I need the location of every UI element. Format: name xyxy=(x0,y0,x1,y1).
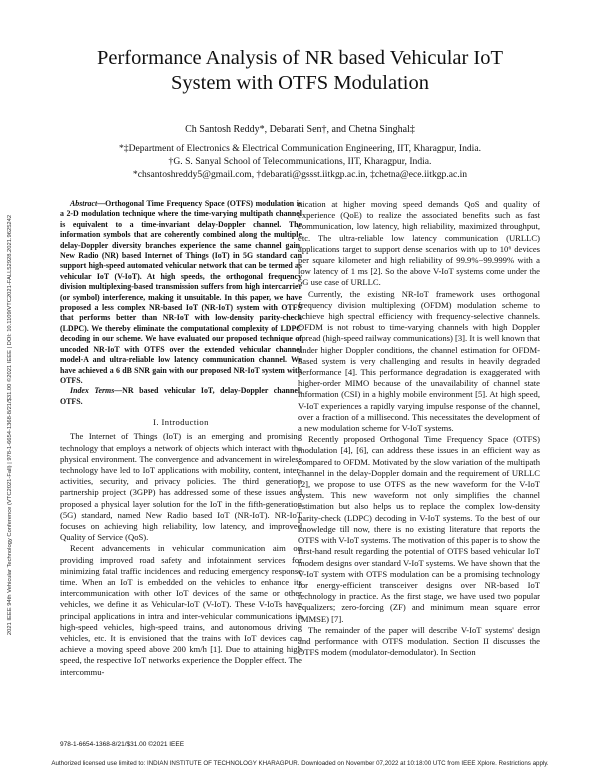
affiliation-2: †G. S. Sanyal School of Telecommunications, IIT, Kharagpur, India. xyxy=(168,156,432,167)
intro-paragraph-3: nication at higher moving speed demands QoS and quality of experience (QoE) to realize the associated benefits such as fast communication, low latency, high reliability, maximized throughput, etc. The ultra-reliable low latency communication (URLLC) applications target to support dense scenarios with up to 10⁶ devices per square kilometer and high reliability of 99.9%−99.999% with a low latency of 1 ms [2]. So the above V-IoT systems come under the 5G use case of URLLC. xyxy=(298,199,540,288)
abstract xyxy=(60,199,302,386)
footer-isbn: 978-1-6654-1368-8/21/$31.00 ©2021 IEEE xyxy=(60,741,185,748)
left-column xyxy=(60,199,302,678)
section-heading-introduction: I. Introduction xyxy=(153,417,209,428)
author-list: Ch Santosh Reddy*, Debarati Sen†, and Chetna Singhal‡ xyxy=(185,124,415,135)
side-doi-text: 2021 IEEE 94th Vehicular Technology Conference (VTC2021-Fall) | 978-1-6654-1368-8/21/$31.00 ©2021 IEEE | DOI: 10.1109/VTC2021-FALL52928.2021.9625242 xyxy=(7,214,13,636)
abstract-label: Abstract xyxy=(70,199,98,208)
side-doi-strip xyxy=(3,210,17,640)
title-line-2: System with OTFS Modulation xyxy=(171,72,429,94)
intro-paragraph-4: Currently, the existing NR-IoT framework uses orthogonal frequency division multiplexing (OFDM) modulation scheme to achieve high spectral efficiency with frequency-selective channels. OFDM is not robust to time-varying channels with high Doppler spread (high-speed railway communications) [3]. It is well known that under higher Doppler conditions, the channel estimation for OFDM-based system is very challenging and results in heavily degraded performance [4]. This performance degradation is exaggerated with higher-order MIMO because of the unavailability of channel state information (CSI) in a highly mobile environment [5]. At high speed, V-IoT experiences a rapidly varying impulse response of the channel, over a fraction of a millisecond. This necessitates the development of a new modulation scheme for V-IoT systems. xyxy=(298,288,540,434)
paper-title xyxy=(40,46,560,96)
index-terms-text: —NR based vehicular IoT, delay-Doppler channel, OTFS. xyxy=(60,386,303,406)
affiliation-1: *‡Department of Electronics & Electrical Communication Engineering, IIT, Kharagpur, India. xyxy=(118,143,481,154)
abstract-text: —Orthogonal Time Frequency Space (OTFS) modulation is a 2-D modulation technique where the time-varying multipath channel is equivalent to a time-invariant delay-Doppler channel. The information symbols that are coherently combined along the multiple delay-Doppler diversity branches experience the same channel gain. New Radio (NR) based Internet of Things (IoT) in 5G standard can support high-speed automated vehicular network that can be termed as vehicular IoT (V-IoT). At high speeds, the orthogonal frequency division multiplexing-based transmission suffers from high intercarrier (or symbol) interference, making it unsuitable. In this paper, we have proposed a less complex NR-based IoT (NR-IoT) system with OTFS that performs better than NR-IoT with low-density parity-check (LDPC). We thereby eliminate the computational complexity of LDPC decoding in our scheme. We have evaluated our proposed technique of uncoded NR-IoT with OTFS over the extended vehicular channel model-A and ultra-reliable low latency communication channel. We have achieved a 6 dB SNR gain with our proposed NR-IoT system with OTFS. xyxy=(60,199,302,385)
intro-paragraph-1: The Internet of Things (IoT) is an emerging and promising technology that employs a network of objects which interact with the physical environment. The convergence and advancement in wireless technology have led to IoT applications with mobility, content, inter-activities, security, and privacy policies. The third generation partnership project (3GPP) has addressed some of these issues and proposed a physical layer solution for the IoT in the fifth-generation (5G) standard, named New Radio based IoT (NR-IoT). NR-IoT focuses on achieving high reliability, low latency, and improved Quality of Service (QoS). xyxy=(60,431,302,543)
affiliation-emails: *chsantoshreddy5@gmail.com, †debarati@gssst.iitkgp.ac.in, ‡chetna@ece.iitkgp.ac.in xyxy=(132,169,468,180)
intro-paragraph-5: Recently proposed Orthogonal Time Frequency Space (OTFS) modulation [4], [6], can address these issues in an efficient way as compared to OFDM. Motivated by the slow variation of the multipath channel in the delay-Doppler domain and the requirement of URLLC [2], we propose to use OTFS as the new waveform for the V-IoT system. This new waveform not only simplifies the channel estimation but also helps us to replace the complex low-density parity-check (LDPC) decoding in V-IoT systems. To the best of our knowledge till now, there is no existing literature that reports the OTFS with V-IoT systems. The motivation of this paper is to show the first-hand result regarding the potential of OTFS based vehicular IoT modem designs over standard V-IoT systems. We have shown that the V-IoT system with OTFS modulation can be a promising technology for energy-efficient transceiver designs over NR-based IoT technology in practice. As the first stage, we have used two popular equalizers; zero-forcing (ZF) and minimum mean square error (MMSE) [7]. xyxy=(298,434,540,624)
index-terms-label: Index Terms xyxy=(70,386,115,396)
index-terms xyxy=(60,386,302,407)
right-column xyxy=(298,199,540,658)
intro-paragraph-6: The remainder of the paper will describe V-IoT systems' design and performance with OTFS modulation. Section II discusses the OTFS modem (modulator-demodulator). In Section xyxy=(298,624,540,658)
license-notice: Authorized licensed use limited to: INDIAN INSTITUTE OF TECHNOLOGY KHARAGPUR. Downloaded on November 07,2022 at 10:18:00 UTC from IEEE Xplore. Restrictions apply. xyxy=(51,760,549,767)
title-line-1: Performance Analysis of NR based Vehicular IoT xyxy=(96,47,504,69)
intro-paragraph-2: Recent advancements in vehicular communication aim on providing improved road safety and infotainment services for minimizing fatal traffic incidences and reducing emergency response time. When an IoT is embedded on the vehicles to enhance its intercommunication with other IoT devices of the same or other vehicles, we define it as Vehicular-IoT (V-IoT). These V-IoTs have principal applications in intra and inter-vehicular communications in high-speed vehicles, high-speed trains, and autonomous driving vehicles, etc. It is envisioned that the trains with IoT devices can achieve a moving speed above 200 km/h [1]. Due to attaining high speed, the respective IoT networks experience the Doppler effect. The intercommu- xyxy=(60,543,302,677)
